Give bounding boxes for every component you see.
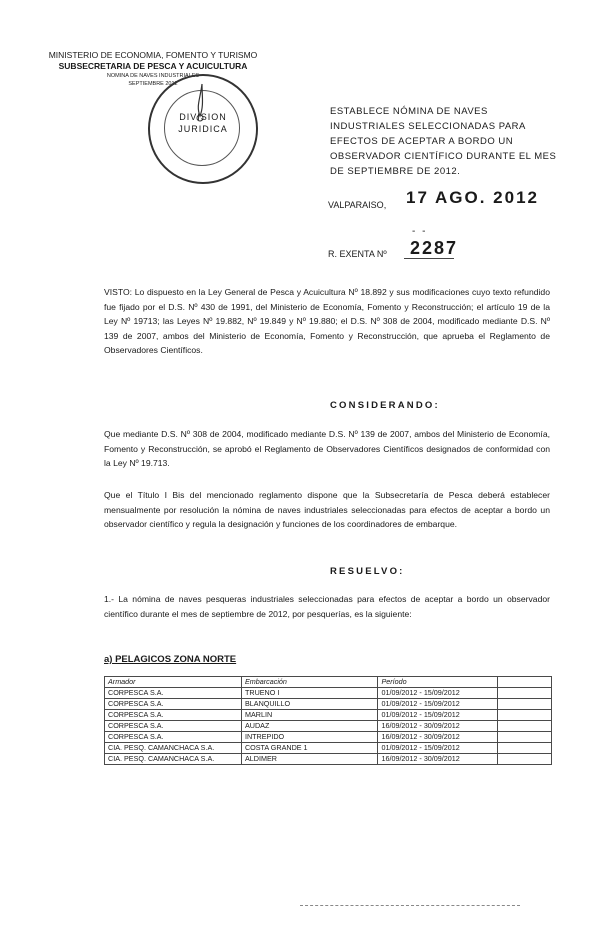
number-marks: - - <box>412 226 428 237</box>
cell-embarcacion: ALDIMER <box>241 754 377 765</box>
cell-periodo: 01/09/2012 - 15/09/2012 <box>378 743 497 754</box>
exenta-label: R. EXENTA Nº <box>328 249 387 259</box>
cell-armador: CIA. PESQ. CAMANCHACA S.A. <box>105 754 242 765</box>
stamp-line-2: JURIDICA <box>178 124 228 134</box>
document-title: ESTABLECE NÓMINA DE NAVES INDUSTRIALES SELECCIONADAS PARA EFECTOS DE ACEPTAR A BORDO UN OBSERVADOR CIENTÍFICO DURANTE EL MES DE SEPTIEMBRE DE 2012. <box>330 106 557 177</box>
cell-embarcacion: COSTA GRANDE 1 <box>241 743 377 754</box>
undersecretariat-name: SUBSECRETARIA DE PESCA Y ACUICULTURA <box>58 61 248 71</box>
cell-embarcacion: BLANQUILLO <box>241 699 377 710</box>
table-row <box>105 732 552 743</box>
section-a-heading: a) PELAGICOS ZONA NORTE <box>104 654 237 665</box>
cell-armador: CORPESCA S.A. <box>105 721 242 732</box>
cell-periodo: 16/09/2012 - 30/09/2012 <box>378 732 497 743</box>
exenta-number: 2287 <box>410 238 459 258</box>
cell-extra <box>497 732 551 743</box>
considerando-paragraph-2: Que el Título I Bis del mencionado reglamento dispone que la Subsecretaría de Pesca deberá establecer mensualmente por resolución la nómina de naves industriales seleccionadas para efectos de aceptar a bordo un observador científico y regula la designación y funciones de los coordinadores de embarque. <box>104 490 550 530</box>
header-armador: Armador <box>105 677 242 688</box>
cell-extra <box>497 710 551 721</box>
cell-extra <box>497 688 551 699</box>
table-header-row <box>105 677 552 688</box>
ministry-name: MINISTERIO DE ECONOMIA, FOMENTO Y TURISMO <box>48 50 258 60</box>
division-juridica-stamp <box>148 74 258 184</box>
table-row <box>105 699 552 710</box>
header-periodo: Período <box>378 677 497 688</box>
visto-paragraph: VISTO: Lo dispuesto en la Ley General de Pesca y Acuicultura Nº 18.892 y sus modificaciones cuyo texto refundido fue fijado por el D.S. Nº 430 de 1991, del Ministerio de Economía, Fomento y Reconstrucción; el artículo 19 de la Ley Nº 19713; las Leyes Nº 19.882, Nº 19.849 y Nº 19.880; el D.S. Nº 308 de 2004, modificado mediante D.S. Nº 139 de 2007, ambos del Ministerio de Economía, Fomento y Reconstrucción, que aprueba el Reglamento de Observadores Científicos. <box>104 287 550 356</box>
resuelvo-paragraph-1: 1.- La nómina de naves pesqueras industriales seleccionadas para efectos de aceptar a bordo un observador científico durante el mes de septiembre de 2012, por pesquerías, es la siguiente: <box>104 594 550 619</box>
number-underline <box>404 258 454 259</box>
cell-extra <box>497 699 551 710</box>
table-row <box>105 688 552 699</box>
cell-extra <box>497 743 551 754</box>
cell-embarcacion: AUDAZ <box>241 721 377 732</box>
header-extra <box>497 677 551 688</box>
table-row <box>105 721 552 732</box>
reference-line-1: NOMINA DE NAVES INDUSTRIALES <box>106 73 200 79</box>
vessel-table <box>104 676 552 765</box>
cell-extra <box>497 721 551 732</box>
cell-embarcacion: TRUENO I <box>241 688 377 699</box>
cell-periodo: 01/09/2012 - 15/09/2012 <box>378 699 497 710</box>
cell-periodo: 01/09/2012 - 15/09/2012 <box>378 688 497 699</box>
cell-embarcacion: INTREPIDO <box>241 732 377 743</box>
cell-periodo: 16/09/2012 - 30/09/2012 <box>378 721 497 732</box>
considerando-paragraph-1: Que mediante D.S. Nº 308 de 2004, modificado mediante D.S. Nº 139 de 2007, ambos del Ministerio de Economía, Fomento y Reconstrucción, se aprobó el Reglamento de Observadores Científicos designados de conformidad con la Ley Nº 19.713. <box>104 429 550 469</box>
table-row <box>105 710 552 721</box>
footer-scan-mark <box>300 905 520 906</box>
cell-armador: CORPESCA S.A. <box>105 732 242 743</box>
reference-line-2: SEPTIEMBRE 2012 <box>128 81 178 87</box>
table-row <box>105 754 552 765</box>
cell-armador: CORPESCA S.A. <box>105 710 242 721</box>
cell-periodo: 16/09/2012 - 30/09/2012 <box>378 754 497 765</box>
place-label: VALPARAISO, <box>328 200 387 210</box>
cell-extra <box>497 754 551 765</box>
stamp-line-1: DIVISION <box>179 112 227 122</box>
cell-periodo: 01/09/2012 - 15/09/2012 <box>378 710 497 721</box>
table-row <box>105 743 552 754</box>
cell-embarcacion: MARLIN <box>241 710 377 721</box>
considerando-heading: CONSIDERANDO: <box>330 400 440 411</box>
resuelvo-heading: RESUELVO: <box>330 566 405 577</box>
cell-armador: CORPESCA S.A. <box>105 688 242 699</box>
cell-armador: CIA. PESQ. CAMANCHACA S.A. <box>105 743 242 754</box>
header-embarcacion: Embarcación <box>241 677 377 688</box>
cell-armador: CORPESCA S.A. <box>105 699 242 710</box>
date-stamp: 17 AGO. 2012 <box>406 188 539 207</box>
